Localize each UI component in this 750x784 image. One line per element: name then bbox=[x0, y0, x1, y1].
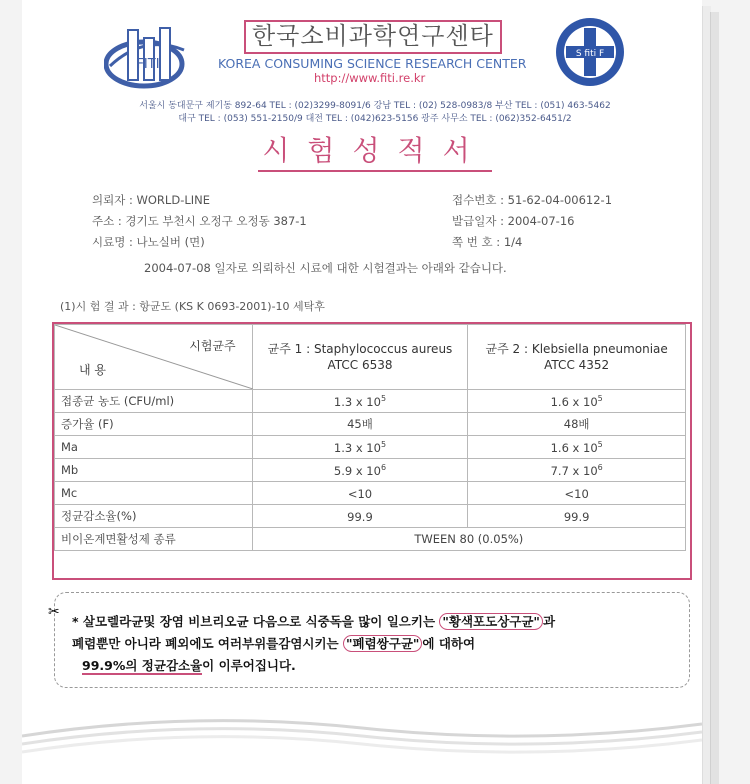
note-line-2: 폐렴뿐만 아니라 폐외에도 여러부위를감염시키는 "폐렴쌍구균" 에 대하여 bbox=[72, 636, 476, 651]
row-label: 비이온계면활성제 종류 bbox=[55, 528, 253, 551]
page-number: 쪽 번 호 : 1/4 bbox=[452, 235, 523, 249]
org-url[interactable]: http://www.fiti.re.kr bbox=[314, 71, 426, 85]
table-row bbox=[55, 413, 686, 436]
table-row bbox=[55, 482, 686, 505]
strain-1-name: 균주 1 : Staphylococcus aureus bbox=[267, 342, 453, 356]
address-line-1: 서울시 동대문구 제기동 892-64 TEL : (02)3299-8091/6 강남 TEL : (02) 528-0983/8 부산 TEL : (051) 463-5462 bbox=[139, 101, 611, 111]
strain-2-value: 1.6 x $10^5$ bbox=[468, 436, 686, 459]
strain-2-value: <10 bbox=[468, 482, 686, 505]
seal-text: S fiti F bbox=[575, 49, 605, 59]
table-header-row bbox=[55, 325, 686, 390]
strain-2-value: 99.9 bbox=[468, 505, 686, 528]
strain-1-value: 5.9 x $10^6$ bbox=[252, 459, 468, 482]
result-statement: 2004-07-08 일자로 의뢰하신 시료에 대한 시험결과는 아래와 같습니다. bbox=[144, 261, 507, 275]
strain-1-header bbox=[252, 325, 468, 390]
document-title: 시험성적서 bbox=[262, 134, 488, 167]
strain-1-value: 99.9 bbox=[252, 505, 468, 528]
strain-2-value: 7.7 x $10^6$ bbox=[468, 459, 686, 482]
receipt-number: 접수번호 : 51-62-04-00612-1 bbox=[452, 193, 613, 207]
note-line-1: * 살모렐라균및 장염 비브리오균 다음으로 식중독을 많이 일으키는 "황색포도상구균" 과 bbox=[72, 614, 556, 629]
highlight-staph: "황색포도상구균" bbox=[439, 613, 543, 630]
table-row bbox=[55, 436, 686, 459]
title-underline bbox=[258, 170, 492, 172]
org-name-english: KOREA CONSUMING SCIENCE RESEARCH CENTER bbox=[218, 56, 527, 71]
table-row bbox=[55, 528, 686, 551]
strain-1-value: <10 bbox=[252, 482, 468, 505]
strain-1-value: 45배 bbox=[252, 413, 468, 436]
test-result-table bbox=[54, 324, 686, 551]
strain-1-value: 1.3 x $10^5$ bbox=[252, 436, 468, 459]
highlight-reduction: 99.9%의 정균감소율 bbox=[82, 658, 203, 673]
row-label: 정균감소율(%) bbox=[55, 505, 253, 528]
table-row bbox=[55, 459, 686, 482]
table-row bbox=[55, 505, 686, 528]
row-label: 접종균 농도 (CFU/ml) bbox=[55, 390, 253, 413]
issue-date: 발급일자 : 2004-07-16 bbox=[452, 214, 575, 228]
strain-1-atcc: ATCC 6538 bbox=[327, 358, 393, 372]
highlight-pneumo: "폐렴쌍구균" bbox=[343, 635, 422, 652]
header-strain-label: 시험균주 bbox=[189, 339, 236, 353]
diagonal-header-cell bbox=[55, 325, 253, 390]
scissors-icon: ✂ bbox=[48, 604, 60, 620]
row-label: Mb bbox=[55, 459, 253, 482]
address-line-2: 대구 TEL : (053) 551-2150/9 대전 TEL : (042)623-5156 광주 사무소 TEL : (062)352-6451/2 bbox=[178, 114, 572, 124]
result-title: (1)시 험 결 과 : 항균도 (KS K 0693-2001)-10 세탁후 bbox=[60, 300, 325, 313]
page-stack-edge bbox=[710, 12, 719, 784]
sample-name: 시료명 : 나노실버 (면) bbox=[92, 235, 205, 249]
logo-text: FITI bbox=[136, 57, 160, 72]
surfactant-value: TWEEN 80 (0.05%) bbox=[252, 528, 685, 551]
strain-2-header bbox=[468, 325, 686, 390]
strain-2-value: 1.6 x $10^5$ bbox=[468, 390, 686, 413]
fiti-logo bbox=[104, 20, 190, 92]
org-name-korean: 한국소비과학연구센타 bbox=[244, 20, 502, 54]
row-label: Ma bbox=[55, 436, 253, 459]
requester-address: 주소 : 경기도 부천시 오정구 오정동 387-1 bbox=[92, 214, 307, 228]
header-content-label: 내 용 bbox=[79, 363, 106, 377]
strain-2-name: 균주 2 : Klebsiella pneumoniae bbox=[485, 342, 668, 356]
sfiti-seal-logo bbox=[554, 16, 626, 88]
decorative-wave bbox=[22, 706, 702, 784]
strain-2-value: 48배 bbox=[468, 413, 686, 436]
strain-2-atcc: ATCC 4352 bbox=[544, 358, 610, 372]
row-label: 증가율 (F) bbox=[55, 413, 253, 436]
table-row bbox=[55, 390, 686, 413]
note-line-3: 99.9%의 정균감소율이 이루어집니다. bbox=[82, 658, 296, 673]
strain-1-value: 1.3 x $10^5$ bbox=[252, 390, 468, 413]
requester: 의뢰자 : WORLD-LINE bbox=[92, 193, 211, 207]
row-label: Mc bbox=[55, 482, 253, 505]
